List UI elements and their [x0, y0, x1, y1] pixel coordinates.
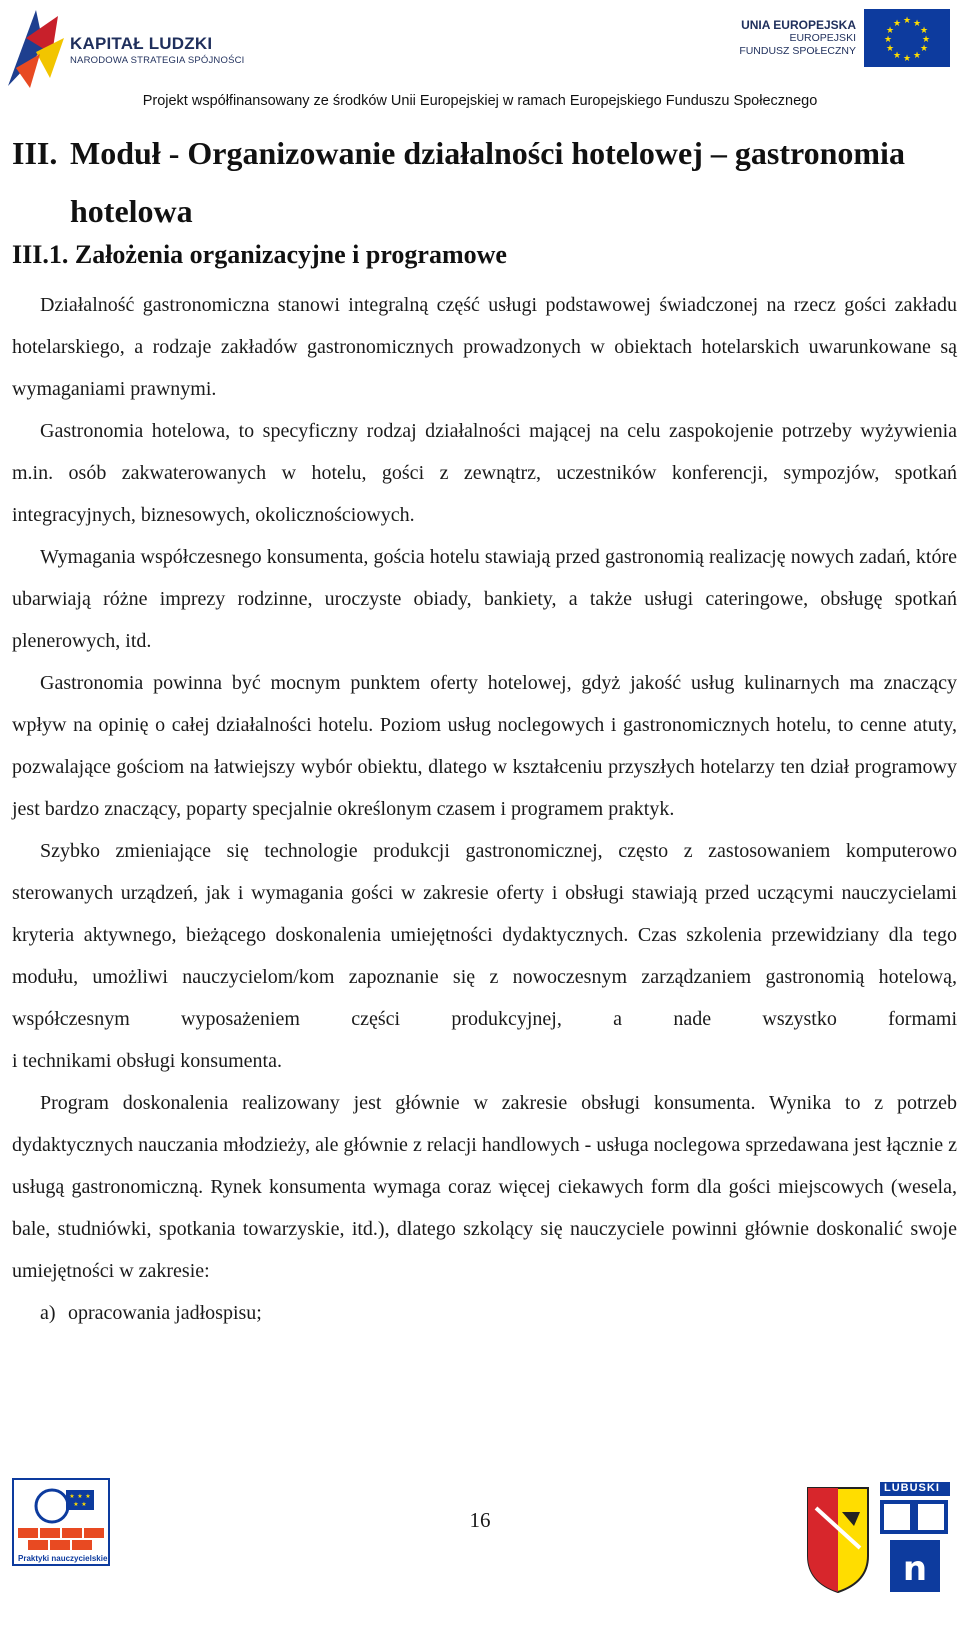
svg-text:★: ★: [921, 35, 931, 45]
svg-text:★: ★: [73, 1501, 79, 1508]
program-logo-text: [70, 34, 245, 66]
fund-label-line2: FUNDUSZ SPOŁECZNY: [739, 44, 856, 57]
svg-text:★: ★: [77, 1493, 83, 1500]
svg-text:★: ★: [892, 19, 902, 29]
eu-label: UNIA EUROPEJSKA: [741, 17, 856, 32]
lubuskie-lettering-icon: [880, 1482, 950, 1600]
paragraph: i technikami obsługi konsumenta.: [12, 1050, 282, 1072]
svg-text:★: ★: [919, 26, 929, 36]
svg-text:★: ★: [81, 1501, 87, 1508]
list-item-label: a): [40, 1302, 56, 1324]
module-heading: [12, 124, 956, 240]
paragraph: Szybko zmieniające się technologie produkcji gastronomicznej, często z zastosowaniem komputerowo sterowanych urządzeń, jak i wymagania gości w zakresie oferty i obsługi stawiają przed uczącymi nauczycielami kryteria aktywnego, bieżącego doskonalenia umiejętności dydaktycznych. Czas szkolenia przewidziany dla tego modułu, umożliwi nauczycielom/kom zapoznanie się z nowoczesnym zarządzaniem gastronomią hotelową, współczesnym wyposażeniem części produkcyjnej, a nade wszystko formami: [12, 840, 957, 1030]
paragraph: Gastronomia hotelowa, to specyficzny rodzaj działalności mającej na celu zaspokojenie potrzeby wyżywienia m.in. osób zakwaterowanych w hotelu, gości z zewnątrz, uczestników konferencji, sympozjów, spotkań integracyjnych, biznesowych, okolicznościowych.: [12, 420, 957, 526]
paragraph: Gastronomia powinna być mocnym punktem oferty hotelowej, gdyż jakość usług kulinarnych ma znaczący wpływ na opinię o całej działalności hotelu. Poziom usług noclegowych i gastronomicznych hotelu, to cenne atuty, pozwalające gościom na łatwiejszy wybór obiektu, dlatego w kształceniu przyszłych hotelarzy ten dział programowy jest bardzo znaczący, poparty specjalnie określonym czasem i programem praktyk.: [12, 672, 957, 820]
module-title-line1: Moduł - Organizowanie działalności hotelowej – gastronomia: [70, 135, 905, 171]
paragraph: Działalność gastronomiczna stanowi integralną część usługi podstawowej świadczonej na rzecz gości zakładu hotelarskiego, a rodzaje zakładów gastronomicznych prowadzonych w obiektach hotelarskich uwarunkowane są wymaganiami prawnymi.: [12, 294, 957, 400]
lubuskie-lettering-text: LUBUSKI: [884, 1482, 940, 1494]
svg-text:★: ★: [902, 54, 912, 64]
lubuskie-logo: [802, 1478, 952, 1628]
list-item: [12, 1292, 957, 1334]
fund-label-line1: EUROPEJSKI: [789, 31, 856, 44]
program-logo-title: KAPITAŁ LUDZKI: [70, 34, 213, 53]
program-logo-subtitle: NARODOWA STRATEGIA SPÓJNOŚCI: [70, 55, 245, 66]
svg-text:★: ★: [892, 51, 902, 61]
paragraph: Program doskonalenia realizowany jest głównie w zakresie obsługi konsumenta. Wynika to z potrzeb dydaktycznych nauczania młodzieży, ale głównie z relacji handlowych - usługa noclegowa sprzedawana jest łącznie z usługą gastronomiczną. Rynek konsumenta wymaga coraz więcej ciekawych form dla gości miejscowych (wesela, bale, studniówki, spotkania towarzyskie, itd.), dlatego szkolący się nauczyciele powinni głównie doskonalić swoje umiejętności w zakresie:: [12, 1092, 957, 1282]
svg-text:★: ★: [885, 44, 895, 54]
eu-flag-icon: [864, 9, 950, 67]
module-number: III.: [12, 135, 58, 171]
svg-text:★: ★: [883, 35, 893, 45]
section-heading: III.1. Założenia organizacyjne i programowe: [12, 240, 507, 269]
paragraph: Wymagania współczesnego konsumenta, gościa hotelu stawiają przed gastronomią realizację nowych zadań, które ubarwiają różne imprezy rodzinne, uroczyste obiady, bankiety, a także usługi cateringowe, obsługę spotkań plenerowych, itd.: [12, 546, 957, 652]
eu-logo: [739, 8, 950, 68]
praktyki-logo-caption: Praktyki nauczycielskie: [18, 1554, 108, 1563]
document-body: [12, 284, 957, 1334]
svg-text:★: ★: [85, 1493, 91, 1500]
svg-text:★: ★: [69, 1493, 75, 1500]
svg-text:n: n: [902, 1549, 928, 1589]
module-title-line2: hotelowa: [70, 193, 193, 229]
svg-text:★: ★: [912, 19, 922, 29]
svg-text:★: ★: [912, 51, 922, 61]
svg-text:★: ★: [902, 16, 912, 26]
svg-text:★: ★: [919, 44, 929, 54]
svg-text:★: ★: [885, 26, 895, 36]
cofinancing-note: Projekt współfinansowany ze środków Unii Europejskiej w ramach Europejskiego Funduszu Społecznego: [142, 93, 818, 109]
page-number: 16: [469, 1508, 491, 1532]
list-item-text: opracowania jadłospisu;: [68, 1302, 262, 1324]
